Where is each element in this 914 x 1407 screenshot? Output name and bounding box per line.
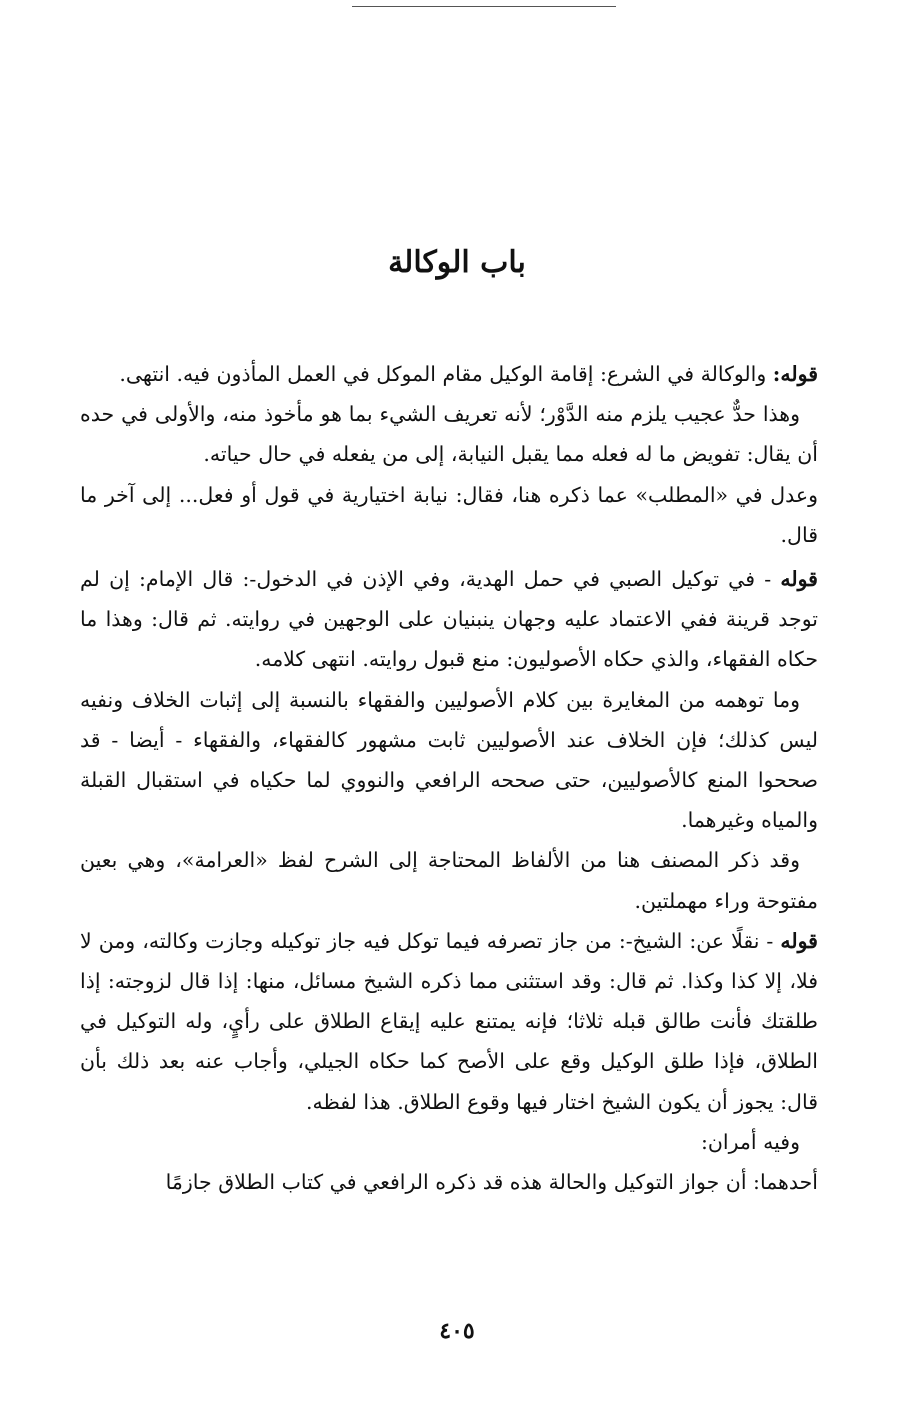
paragraph-text: أحدهما: أن جواز التوكيل والحالة هذه قد ذكره الرافعي في كتاب الطلاق جازمًا bbox=[165, 1170, 818, 1195]
paragraph-lead: قوله bbox=[780, 928, 818, 953]
paragraph-text: وهذا حدٌّ عجيب يلزم منه الدَّوْر؛ لأنه تعريف الشيء بما هو مأخوذ منه، والأولى في حده أن يقال: تفويض ما له فعله مما يقبل النيابة، إلى من يفعله في حال حياته. bbox=[80, 402, 818, 467]
paragraph-2 bbox=[80, 394, 818, 474]
paragraph-7 bbox=[80, 921, 818, 1122]
paragraph-text: وقد ذكر المصنف هنا من الألفاظ المحتاجة إلى الشرح لفظ «العرامة»، وهي بعين مفتوحة وراء مهملتين. bbox=[80, 848, 818, 913]
page-body bbox=[80, 354, 818, 1202]
paragraph-text: والوكالة في الشرع: إقامة الوكيل مقام الموكل في العمل المأذون فيه. انتهى. bbox=[119, 362, 773, 386]
paragraph-6 bbox=[80, 840, 818, 920]
paragraph-text: وما توهمه من المغايرة بين كلام الأصوليين والفقهاء بالنسبة إلى إثبات الخلاف ونفيه ليس كذلك؛ فإن الخلاف عند الأصوليين ثابت مشهور كالفقهاء، والفقهاء - أيضا - قد صححوا المنع كالأصوليين، حتى صححه الرافعي والنووي لما حكياه في استقبال القبلة والمياه وغيرهما. bbox=[80, 687, 818, 833]
paragraph-3 bbox=[80, 475, 818, 555]
paragraph-text: - نقلًا عن: الشيخ-: من جاز تصرفه فيما توكل فيه جاز توكيله وجازت وكالته، ومن لا فلا، إلا كذا وكذا. ثم قال: وقد استثنى مما ذكره الشيخ مسائل، منها: إذا قال لزوجته: إذا طلقتك فأنت طالق قبله ثلاثا؛ فإنه يمتنع عليه إيقاع الطلاق على رأيٍ، وله التوكيل في الطلاق، فإذا طلق الوكيل وقع على الأصح كما حكاه الجيلي، وأجاب عنه بعد ذلك بأن قال: يجوز أن يكون الشيخ اختار فيها وقوع الطلاق. هذا لفظه. bbox=[80, 928, 818, 1114]
paragraph-lead: قوله: bbox=[772, 362, 818, 386]
paragraph-5 bbox=[80, 680, 818, 841]
top-rule bbox=[352, 6, 616, 7]
chapter-title: باب الوكالة bbox=[388, 245, 526, 280]
paragraph-text: وفيه أمران: bbox=[700, 1129, 800, 1154]
paragraph-9 bbox=[80, 1162, 818, 1202]
paragraph-4 bbox=[80, 559, 818, 680]
paragraph-text: وعدل في «المطلب» عما ذكره هنا، فقال: نيابة اختيارية في قول أو فعل... إلى آخر ما قال. bbox=[80, 482, 818, 547]
paragraph-text: - في توكيل الصبي في حمل الهدية، وفي الإذن في الدخول-: قال الإمام: إن لم توجد قرينة ففي الاعتماد عليه وجهان ينبنيان على الوجهين في روايته. ثم قال: وهذا ما حكاه الفقهاء، والذي حكاه الأصوليون: منع قبول روايته. انتهى كلامه. bbox=[80, 567, 818, 672]
paragraph-lead: قوله bbox=[780, 567, 818, 592]
page-number: ٤٠٥ bbox=[439, 1318, 475, 1344]
paragraph-8 bbox=[80, 1122, 818, 1162]
paragraph-1 bbox=[80, 354, 818, 394]
